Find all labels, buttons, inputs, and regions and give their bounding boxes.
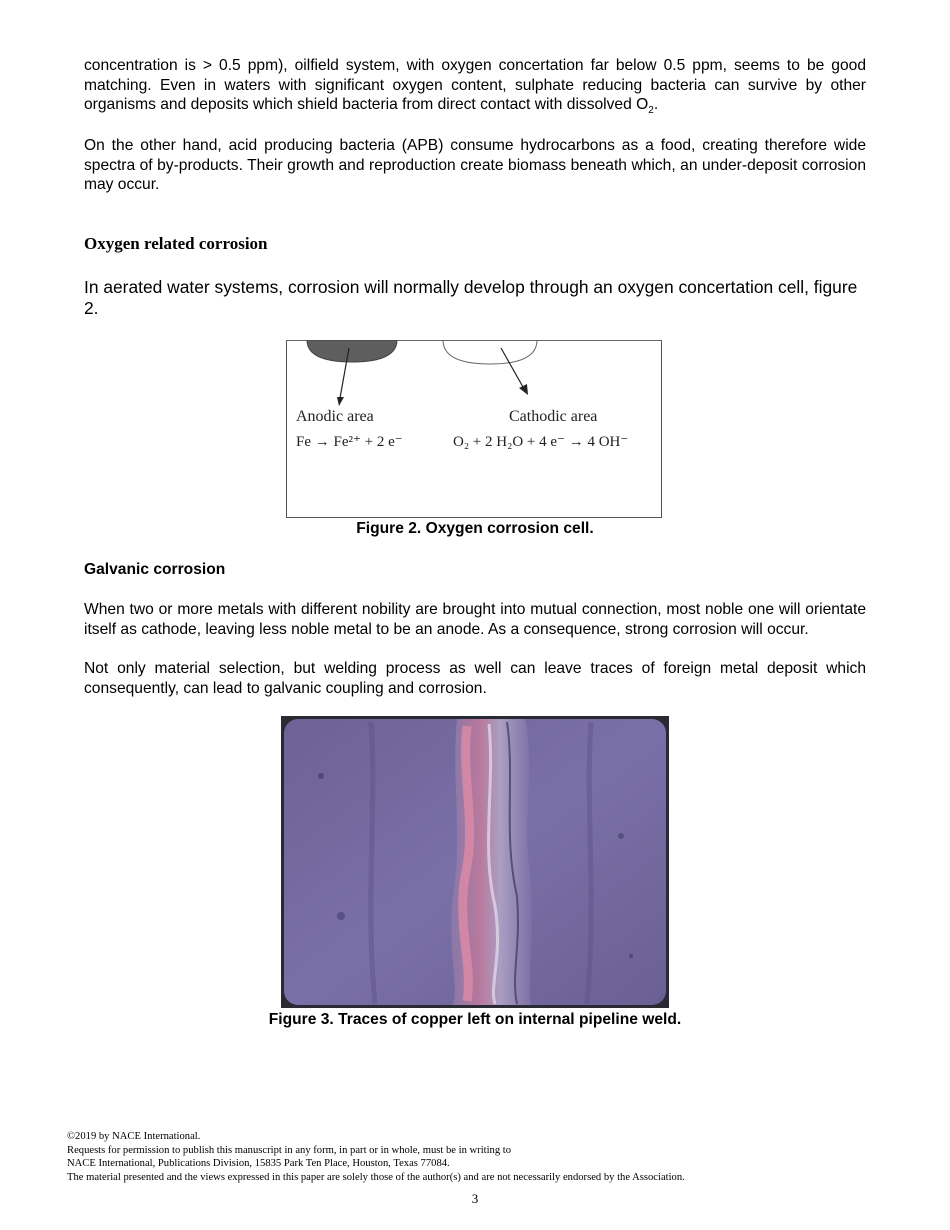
- cathodic-equation: O₂ + 2 H₂O + 4 e⁻ → 4 OH⁻: [453, 434, 629, 450]
- anodic-arrow-head: [337, 397, 344, 406]
- cathodic-arrow-head: [519, 384, 528, 395]
- heading-oxygen-corrosion: Oxygen related corrosion: [84, 234, 268, 253]
- paragraph-apb: On the other hand, acid producing bacteria (APB) consume hydrocarbons as a food, creating therefore wide spectra of by-products. Their growth and reproduction create biomass beneath which, an under-deposit corrosion may occur.: [84, 137, 866, 194]
- heading-galvanic-corrosion: Galvanic corrosion: [84, 561, 226, 578]
- footer-copyright: ©2019 by NACE International.: [67, 1131, 201, 1142]
- figure-2-oxygen-cell: [286, 340, 662, 518]
- paragraph-welding: Not only material selection, but welding process as well can leave traces of foreign metal deposit which consequently, can lead to galvanic coupling and corrosion.: [84, 660, 866, 697]
- footer-address: NACE International, Publications Division, 15835 Park Ten Place, Houston, Texas 77084.: [67, 1158, 450, 1170]
- figure-3-caption: Figure 3. Traces of copper left on internal pipeline weld.: [268, 1011, 682, 1028]
- page-number: 3: [471, 1191, 479, 1206]
- weld-photo-image: [281, 716, 669, 1008]
- subscript: 2: [648, 105, 654, 117]
- oxygen-cell-diagram: [287, 340, 663, 518]
- anodic-equation: Fe → Fe²⁺ + 2 e⁻: [296, 434, 403, 450]
- paragraph-sulphate-bacteria: [84, 56, 866, 121]
- paragraph-galvanic-nobility: When two or more metals with different nobility are brought into mutual connection, most noble one will orientate itself as cathode, leaving less noble metal to be an anode. As a consequence, strong corrosion will occur.: [84, 601, 866, 638]
- anodic-area-label: Anodic area: [296, 408, 374, 425]
- footer-disclaimer: The material presented and the views expressed in this paper are solely those of the author(s) and are not necessarily endorsed by the Association.: [67, 1171, 685, 1183]
- figure-2-caption: Figure 2. Oxygen corrosion cell.: [356, 520, 594, 537]
- cathodic-droplet-shape: [443, 340, 537, 364]
- footer-permission: Requests for permission to publish this manuscript in any form, in part or in whole, must be in writing to: [67, 1144, 512, 1156]
- paragraph-aerated-water: In aerated water systems, corrosion will normally develop through an oxygen concertation cell, figure 2.: [84, 277, 858, 318]
- anodic-deposit-shape: [307, 340, 397, 362]
- cathodic-area-label: Cathodic area: [509, 408, 598, 425]
- footer: [67, 1130, 685, 1184]
- paragraph-end: .: [653, 96, 659, 114]
- figure-3-weld-photo: [281, 716, 669, 1008]
- cathodic-arrow-line: [501, 348, 523, 387]
- paragraph-text: concentration is > 0.5 ppm), oilfield system, with oxygen concertation far below 0.5 ppm, seems to be good matching. Even in waters with significant oxygen content, sulphate reducing bacteria can survive by other organisms and deposits which shield bacteria from direct contact with dissolved O: [84, 57, 866, 114]
